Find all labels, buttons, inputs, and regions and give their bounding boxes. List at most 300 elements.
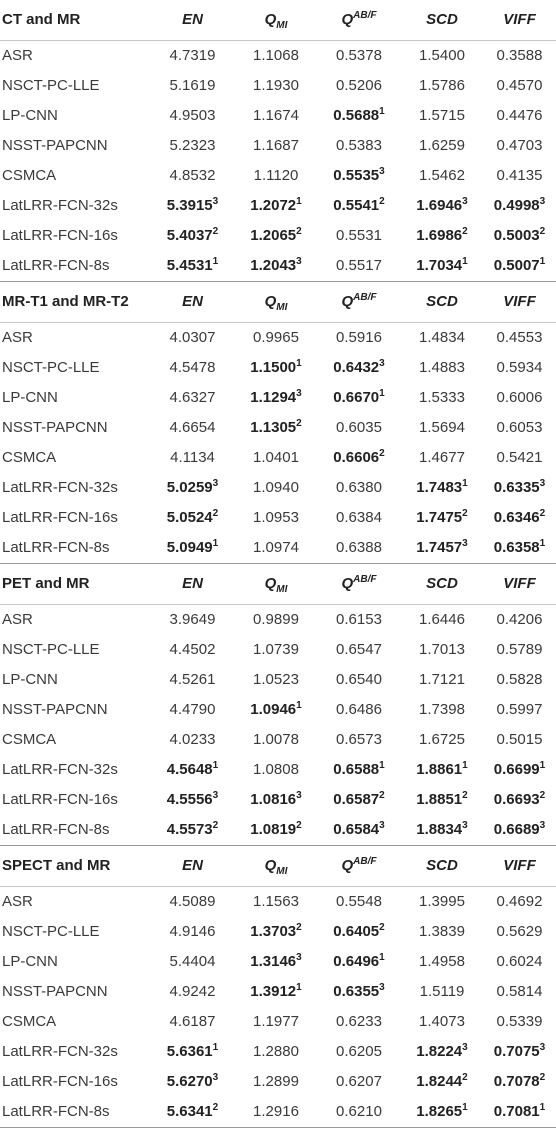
- metric-cell: [317, 635, 401, 665]
- metric-cell: [483, 605, 556, 636]
- column-header: [150, 0, 235, 41]
- metric-value: 0.6588: [333, 761, 380, 778]
- metric-value: 0.6006: [496, 389, 543, 406]
- rank-marker: 3: [296, 256, 302, 267]
- metric-value: 0.6233: [336, 1013, 382, 1030]
- rank-marker: 1: [296, 358, 302, 369]
- metric-value: 0.4135: [496, 167, 543, 184]
- metric-value: 0.6405: [333, 923, 380, 940]
- metric-value: 1.7034: [416, 257, 463, 274]
- col-label: VIFF: [503, 857, 536, 874]
- metric-cell: [401, 1037, 483, 1067]
- metric-value: 1.5462: [419, 167, 465, 184]
- rank-marker: 1: [462, 478, 468, 489]
- metric-cell: [235, 947, 317, 977]
- metric-value: 0.6346: [493, 509, 540, 526]
- table-row: [0, 605, 556, 636]
- metric-value: 0.5828: [496, 671, 543, 688]
- metric-value: 1.7457: [416, 539, 463, 556]
- metric-value: 1.1563: [253, 893, 299, 910]
- metric-value: 0.5548: [336, 893, 382, 910]
- metric-cell: [401, 383, 483, 413]
- metric-value: 0.5007: [493, 257, 540, 274]
- metric-cell: [150, 695, 235, 725]
- metric-value: 0.4692: [496, 893, 543, 910]
- metric-cell: [235, 1007, 317, 1037]
- method-name: CSMCA: [2, 731, 57, 748]
- metric-value: 0.5997: [496, 701, 543, 718]
- metric-value: 0.3588: [496, 47, 543, 64]
- metric-value: 1.1977: [253, 1013, 299, 1030]
- col-label: EN: [182, 857, 203, 874]
- column-header: [317, 282, 401, 323]
- metric-cell: [483, 917, 556, 947]
- rank-marker: 3: [379, 820, 385, 831]
- table-row: [0, 443, 556, 473]
- metric-cell: [235, 977, 317, 1007]
- metric-cell: [150, 353, 235, 383]
- metric-value: 1.5400: [419, 47, 465, 64]
- metric-cell: [483, 473, 556, 503]
- metric-cell: [235, 251, 317, 282]
- metric-cell: [150, 1067, 235, 1097]
- metric-value: 1.1674: [253, 107, 299, 124]
- method-name: LatLRR-FCN-16s: [2, 227, 118, 244]
- metric-value: 1.0974: [253, 539, 299, 556]
- column-header: [401, 0, 483, 41]
- metric-value: 4.6187: [169, 1013, 216, 1030]
- metric-cell: [483, 443, 556, 473]
- metric-value: 4.6327: [169, 389, 216, 406]
- metric-cell: [150, 1007, 235, 1037]
- metric-cell: [150, 503, 235, 533]
- col-label: $Q_{MI}$: [264, 11, 288, 31]
- metric-value: 4.8532: [169, 167, 216, 184]
- table-row: [0, 917, 556, 947]
- column-header: [483, 0, 556, 41]
- metric-cell: [317, 251, 401, 282]
- metric-cell: [317, 917, 401, 947]
- table-row: [0, 755, 556, 785]
- metric-value: 1.5333: [419, 389, 465, 406]
- metric-value: 1.4073: [419, 1013, 465, 1030]
- metric-cell: [483, 635, 556, 665]
- metric-cell: [401, 131, 483, 161]
- col-label: $Q^{AB/F}$: [341, 292, 377, 310]
- metric-value: 0.5541: [333, 197, 380, 214]
- metric-cell: [150, 221, 235, 251]
- metric-cell: [317, 131, 401, 161]
- rank-marker: 1: [379, 106, 385, 117]
- method-name: ASR: [0, 41, 150, 72]
- method-name: LatLRR-FCN-8s: [0, 1097, 150, 1128]
- section-title: SPECT and MR: [0, 846, 150, 887]
- metric-cell: [150, 413, 235, 443]
- metric-value: 5.0524: [166, 509, 213, 526]
- section-header-row: [0, 846, 556, 887]
- metric-value: 1.6259: [419, 137, 465, 154]
- metric-cell: [150, 101, 235, 131]
- table-row: [0, 725, 556, 755]
- metric-cell: [317, 755, 401, 785]
- metric-cell: [235, 503, 317, 533]
- metric-value: 0.6693: [493, 791, 540, 808]
- metric-value: 1.2899: [253, 1073, 299, 1090]
- metric-cell: [150, 665, 235, 695]
- method-name: NSCT-PC-LLE: [2, 359, 100, 376]
- column-header: [317, 846, 401, 887]
- metric-cell: [401, 1007, 483, 1037]
- column-header: [235, 282, 317, 323]
- metric-cell: [483, 503, 556, 533]
- metric-cell: [401, 917, 483, 947]
- metric-value: 1.8834: [416, 821, 463, 838]
- metric-cell: [150, 977, 235, 1007]
- metric-value: 3.9649: [169, 611, 216, 628]
- metric-value: 1.1930: [253, 77, 299, 94]
- metric-value: 1.2880: [253, 1043, 299, 1060]
- metric-value: 0.6205: [336, 1043, 382, 1060]
- metric-cell: [483, 131, 556, 161]
- metric-cell: [401, 1097, 483, 1128]
- rank-marker: 1: [379, 952, 385, 963]
- rank-marker: 3: [212, 790, 219, 801]
- metric-cell: [483, 755, 556, 785]
- metric-value: 1.0523: [253, 671, 299, 688]
- metric-cell: [150, 887, 235, 918]
- metric-value: 4.5648: [166, 761, 213, 778]
- rank-marker: 3: [462, 1042, 468, 1053]
- column-header: [150, 282, 235, 323]
- metric-value: 4.5261: [169, 671, 216, 688]
- metric-cell: [317, 383, 401, 413]
- rank-marker: 1: [539, 760, 546, 771]
- metric-cell: [483, 323, 556, 354]
- metric-cell: [150, 605, 235, 636]
- metric-cell: [235, 1067, 317, 1097]
- metric-value: 1.6725: [419, 731, 465, 748]
- metric-value: 4.6654: [169, 419, 216, 436]
- method-name: LatLRR-FCN-32s: [2, 197, 118, 214]
- rank-marker: 3: [379, 982, 385, 993]
- table-row: [0, 947, 556, 977]
- col-label: SCD: [426, 857, 458, 874]
- method-name: NSCT-PC-LLE: [2, 641, 100, 658]
- column-header: [483, 282, 556, 323]
- method-name: NSCT-PC-LLE: [2, 923, 100, 940]
- metric-cell: [317, 887, 401, 918]
- section-title: MR-T1 and MR-T2: [0, 282, 150, 323]
- metric-cell: [235, 71, 317, 101]
- metric-value: 1.4883: [419, 359, 465, 376]
- rank-marker: 1: [539, 256, 546, 267]
- column-header: [317, 0, 401, 41]
- metric-value: 1.1294: [250, 389, 297, 406]
- metric-value: 0.6496: [333, 953, 380, 970]
- rank-marker: 3: [462, 196, 468, 207]
- method-name: LatLRR-FCN-8s: [2, 257, 110, 274]
- rank-marker: 3: [296, 790, 302, 801]
- metric-value: 1.2072: [250, 197, 297, 214]
- metric-value: 5.6361: [166, 1043, 213, 1060]
- table-row: [0, 815, 556, 846]
- metric-value: 5.6341: [166, 1103, 213, 1120]
- metric-cell: [401, 161, 483, 191]
- metric-value: 4.5573: [166, 821, 213, 838]
- metric-cell: [317, 413, 401, 443]
- table-row: [0, 413, 556, 443]
- method-name: LP-CNN: [2, 953, 58, 970]
- rank-marker: 1: [379, 388, 385, 399]
- metric-value: 1.3912: [250, 983, 297, 1000]
- metric-cell: [401, 503, 483, 533]
- metric-cell: [235, 161, 317, 191]
- metric-cell: [483, 161, 556, 191]
- metric-cell: [483, 1097, 556, 1128]
- table-row: [0, 503, 556, 533]
- metric-cell: [235, 473, 317, 503]
- metric-value: 1.7398: [419, 701, 465, 718]
- col-label: SCD: [426, 11, 458, 28]
- rank-marker: 2: [379, 448, 385, 459]
- metric-value: 1.3146: [250, 953, 297, 970]
- metric-cell: [401, 101, 483, 131]
- metric-value: 0.6486: [336, 701, 382, 718]
- rank-marker: 3: [462, 538, 468, 549]
- method-name: CSMCA: [2, 449, 57, 466]
- method-name: NSST-PAPCNN: [2, 137, 108, 154]
- column-header: [150, 846, 235, 887]
- table-row: [0, 785, 556, 815]
- method-name: LatLRR-FCN-32s: [2, 479, 118, 496]
- metric-value: 0.5535: [333, 167, 380, 184]
- table-row: [0, 887, 556, 918]
- method-name: CSMCA: [2, 1013, 57, 1030]
- rank-marker: 3: [462, 820, 468, 831]
- column-header: [150, 564, 235, 605]
- table-row: [0, 41, 556, 72]
- metric-cell: [483, 413, 556, 443]
- table-row: [0, 695, 556, 725]
- col-label: VIFF: [503, 293, 536, 310]
- metric-cell: [401, 443, 483, 473]
- section-title: CT and MR: [2, 11, 81, 28]
- metric-cell: [483, 785, 556, 815]
- metric-cell: [317, 665, 401, 695]
- metric-value: 5.1619: [169, 77, 216, 94]
- rank-marker: 3: [539, 1042, 546, 1053]
- metric-cell: [483, 191, 556, 221]
- metric-cell: [235, 41, 317, 72]
- metric-value: 4.0307: [169, 329, 216, 346]
- metric-cell: [235, 191, 317, 221]
- metric-cell: [401, 533, 483, 564]
- metric-cell: [150, 635, 235, 665]
- metric-cell: [235, 635, 317, 665]
- metric-value: 1.1500: [250, 359, 297, 376]
- section-header-row: [0, 282, 556, 323]
- column-header: [483, 564, 556, 605]
- metric-value: 1.1120: [253, 167, 299, 184]
- method-name: LatLRR-FCN-16s: [2, 791, 118, 808]
- metric-value: 0.6053: [496, 419, 543, 436]
- metric-value: 5.3915: [166, 197, 213, 214]
- rank-marker: 1: [212, 760, 219, 771]
- metric-cell: [235, 665, 317, 695]
- col-label: $Q^{AB/F}$: [341, 574, 377, 592]
- section-header-row: [0, 564, 556, 605]
- table-row: [0, 1037, 556, 1067]
- metric-cell: [317, 533, 401, 564]
- metric-cell: [401, 815, 483, 846]
- method-name: ASR: [0, 323, 150, 354]
- metric-cell: [483, 221, 556, 251]
- metric-value: 1.4677: [419, 449, 465, 466]
- metric-cell: [235, 1037, 317, 1067]
- rank-marker: 3: [379, 358, 385, 369]
- metric-cell: [317, 221, 401, 251]
- metric-value: 1.0816: [250, 791, 297, 808]
- metric-value: 1.8265: [416, 1103, 463, 1120]
- metric-value: 0.5003: [493, 227, 540, 244]
- metric-cell: [317, 605, 401, 636]
- method-name: LatLRR-FCN-16s: [2, 509, 118, 526]
- method-name: CSMCA: [2, 167, 57, 184]
- table-row: [0, 1067, 556, 1097]
- metric-value: 1.3995: [419, 893, 465, 910]
- metric-value: 0.5688: [333, 107, 380, 124]
- metric-cell: [150, 1037, 235, 1067]
- metric-cell: [150, 947, 235, 977]
- metric-value: 1.5694: [419, 419, 465, 436]
- metric-value: 1.2065: [250, 227, 297, 244]
- metric-cell: [235, 785, 317, 815]
- metric-value: 0.5517: [336, 257, 382, 274]
- metric-value: 0.5421: [496, 449, 543, 466]
- metric-value: 1.2043: [250, 257, 297, 274]
- metric-cell: [401, 71, 483, 101]
- metric-value: 0.6606: [333, 449, 380, 466]
- metric-cell: [235, 101, 317, 131]
- metric-value: 1.8861: [416, 761, 463, 778]
- method-name: LatLRR-FCN-8s: [2, 821, 110, 838]
- metric-cell: [317, 353, 401, 383]
- metric-cell: [317, 785, 401, 815]
- metric-cell: [401, 473, 483, 503]
- method-name: LatLRR-FCN-32s: [2, 1043, 118, 1060]
- metric-cell: [150, 533, 235, 564]
- method-name: LP-CNN: [2, 107, 58, 124]
- metric-value: 0.7075: [493, 1043, 540, 1060]
- metric-value: 4.5556: [166, 791, 213, 808]
- section-title: PET and MR: [0, 564, 150, 605]
- metric-cell: [235, 221, 317, 251]
- table-row: [0, 131, 556, 161]
- metric-value: 0.6207: [336, 1073, 382, 1090]
- metric-value: 5.0949: [166, 539, 213, 556]
- method-name: ASR: [0, 887, 150, 918]
- metric-value: 5.2323: [169, 137, 216, 154]
- metric-cell: [317, 1007, 401, 1037]
- metric-cell: [401, 323, 483, 354]
- col-label: $Q_{MI}$: [264, 575, 288, 595]
- metric-value: 4.5478: [169, 359, 216, 376]
- metric-cell: [235, 413, 317, 443]
- rank-marker: 2: [296, 922, 302, 933]
- metric-cell: [483, 251, 556, 282]
- rank-marker: 2: [539, 1072, 546, 1083]
- rank-marker: 2: [212, 508, 219, 519]
- metric-cell: [483, 533, 556, 564]
- metric-cell: [317, 1097, 401, 1128]
- metric-cell: [235, 815, 317, 846]
- metric-cell: [483, 665, 556, 695]
- metric-cell: [235, 383, 317, 413]
- metric-cell: [150, 443, 235, 473]
- section-header-row: [0, 0, 556, 41]
- method-name: LP-CNN: [2, 389, 58, 406]
- metric-value: 1.0946: [250, 701, 297, 718]
- metric-value: 1.0401: [253, 449, 299, 466]
- metric-cell: [150, 473, 235, 503]
- rank-marker: 1: [379, 760, 385, 771]
- metric-value: 4.0233: [169, 731, 216, 748]
- method-name: ASR: [0, 605, 150, 636]
- metric-value: 0.6384: [336, 509, 382, 526]
- metric-value: 0.6540: [336, 671, 382, 688]
- table-row: [0, 323, 556, 354]
- metric-cell: [401, 605, 483, 636]
- metric-value: 0.7081: [493, 1103, 540, 1120]
- metric-value: 0.6699: [493, 761, 540, 778]
- metric-cell: [317, 443, 401, 473]
- rank-marker: 3: [212, 1072, 219, 1083]
- metric-cell: [235, 725, 317, 755]
- table-row: [0, 1007, 556, 1037]
- metric-value: 1.0739: [253, 641, 299, 658]
- metric-value: 1.7475: [416, 509, 463, 526]
- table-row: [0, 977, 556, 1007]
- metric-cell: [317, 323, 401, 354]
- metric-value: 4.9146: [169, 923, 216, 940]
- col-label: EN: [182, 575, 203, 592]
- metric-value: 1.8224: [416, 1043, 463, 1060]
- metric-cell: [483, 725, 556, 755]
- metric-cell: [483, 977, 556, 1007]
- metric-value: 1.4958: [419, 953, 465, 970]
- col-label: SCD: [426, 293, 458, 310]
- metric-cell: [150, 1097, 235, 1128]
- metric-value: 0.6024: [496, 953, 543, 970]
- metric-cell: [483, 353, 556, 383]
- metric-cell: [483, 71, 556, 101]
- rank-marker: 1: [296, 196, 302, 207]
- table-row: [0, 101, 556, 131]
- metric-value: 0.5015: [496, 731, 543, 748]
- rank-marker: 2: [539, 790, 546, 801]
- column-header: [235, 0, 317, 41]
- rank-marker: 2: [379, 196, 385, 207]
- table-row: [0, 71, 556, 101]
- metric-cell: [401, 251, 483, 282]
- metric-cell: [483, 815, 556, 846]
- col-label: SCD: [426, 575, 458, 592]
- metric-value: 1.0819: [250, 821, 297, 838]
- metric-value: 4.1134: [170, 449, 215, 466]
- metric-cell: [483, 695, 556, 725]
- metric-value: 0.6358: [493, 539, 540, 556]
- col-label: EN: [182, 11, 203, 28]
